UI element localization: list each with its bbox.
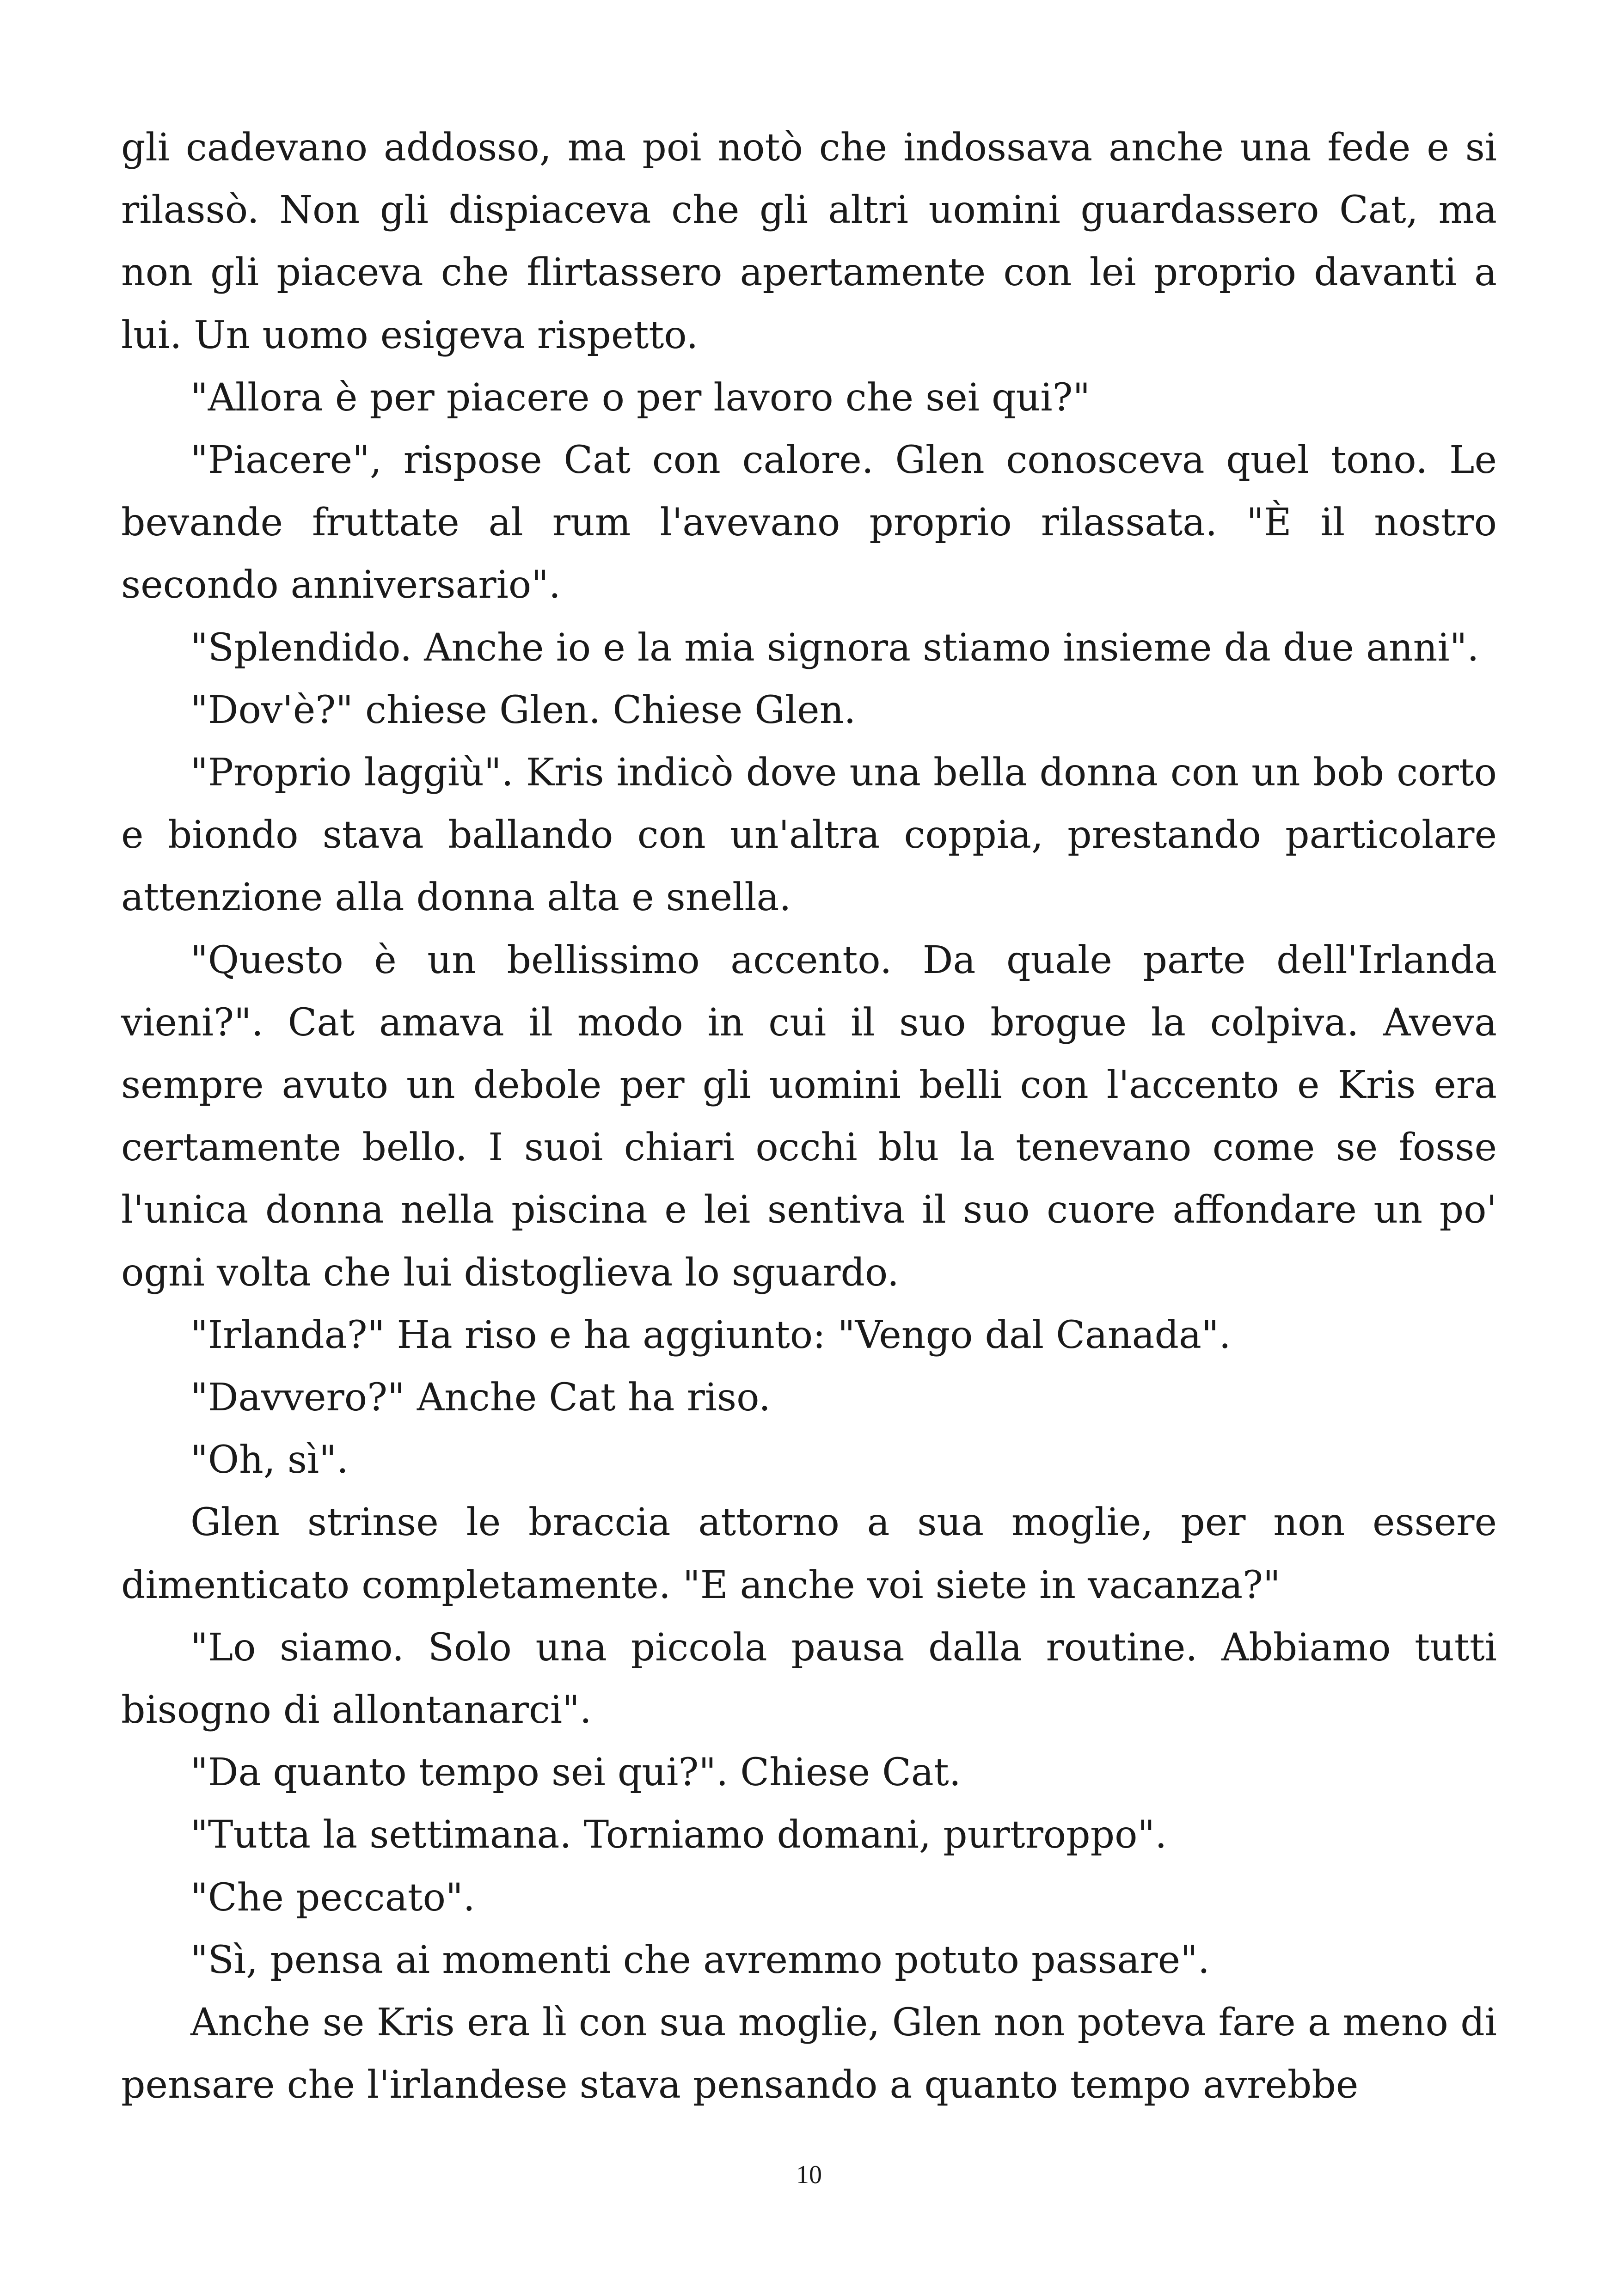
paragraph: "Oh, sì". [190, 1438, 349, 1482]
paragraph: "Splendido. Anche io e la mia signora stiamo insieme da due anni". [190, 625, 1479, 670]
paragraph: "Irlanda?" Ha riso e ha aggiunto: "Vengo dal Canada". [190, 1313, 1231, 1357]
body-text [121, 116, 1497, 2117]
paragraph: Anche se Kris era lì con sua moglie, Glen non poteva fare a meno di pensare che l'irlandese stava pensando a quanto tempo avrebbe [121, 2001, 1497, 2107]
paragraph: "Davvero?" Anche Cat ha riso. [190, 1376, 771, 1420]
paragraph: "Questo è un bellissimo accento. Da quale parte dell'Irlanda vieni?". Cat amava il modo in cui il suo brogue la colpiva. Aveva sempre avuto un debole per gli uomini belli con l'accento e Kris era certamente bello. I suoi chiari occhi blu la tenevano come se fosse l'unica donna nella piscina e lei sentiva il suo cuore affondare un po' ogni volta che lui distoglieva lo sguardo. [121, 938, 1497, 1295]
paragraph: Glen strinse le braccia attorno a sua moglie, per non essere dimenticato completamente. "E anche voi siete in vacanza?" [121, 1500, 1497, 1607]
paragraph: "Allora è per piacere o per lavoro che sei qui?" [190, 375, 1091, 420]
paragraph: "Sì, pensa ai momenti che avremmo potuto passare". [190, 1938, 1210, 1982]
page-number: 10 [796, 2161, 822, 2189]
paragraph: "Proprio laggiù". Kris indicò dove una bella donna con un bob corto e biondo stava ballando con un'altra coppia, prestando particolare attenzione alla donna alta e snella. [121, 751, 1497, 920]
paragraph: "Piacere", rispose Cat con calore. Glen conosceva quel tono. Le bevande fruttate al rum l'avevano proprio rilassata. "È il nostro secondo anniversario". [121, 438, 1497, 607]
paragraph: "Da quanto tempo sei qui?". Chiese Cat. [190, 1751, 961, 1795]
paragraph: gli cadevano addosso, ma poi notò che indossava anche una fede e si rilassò. Non gli dispiaceva che gli altri uomini guardassero Cat, ma non gli piaceva che flirtassero apertamente con lei proprio davanti a lui. Un uomo esigeva rispetto. [121, 126, 1497, 357]
paragraph: "Che peccato". [190, 1875, 475, 1920]
paragraph: "Tutta la settimana. Torniamo domani, purtroppo". [190, 1813, 1167, 1857]
paragraph: "Lo siamo. Solo una piccola pausa dalla routine. Abbiamo tutti bisogno di allontanarci". [121, 1625, 1497, 1733]
paragraph: "Dov'è?" chiese Glen. Chiese Glen. [190, 688, 856, 732]
